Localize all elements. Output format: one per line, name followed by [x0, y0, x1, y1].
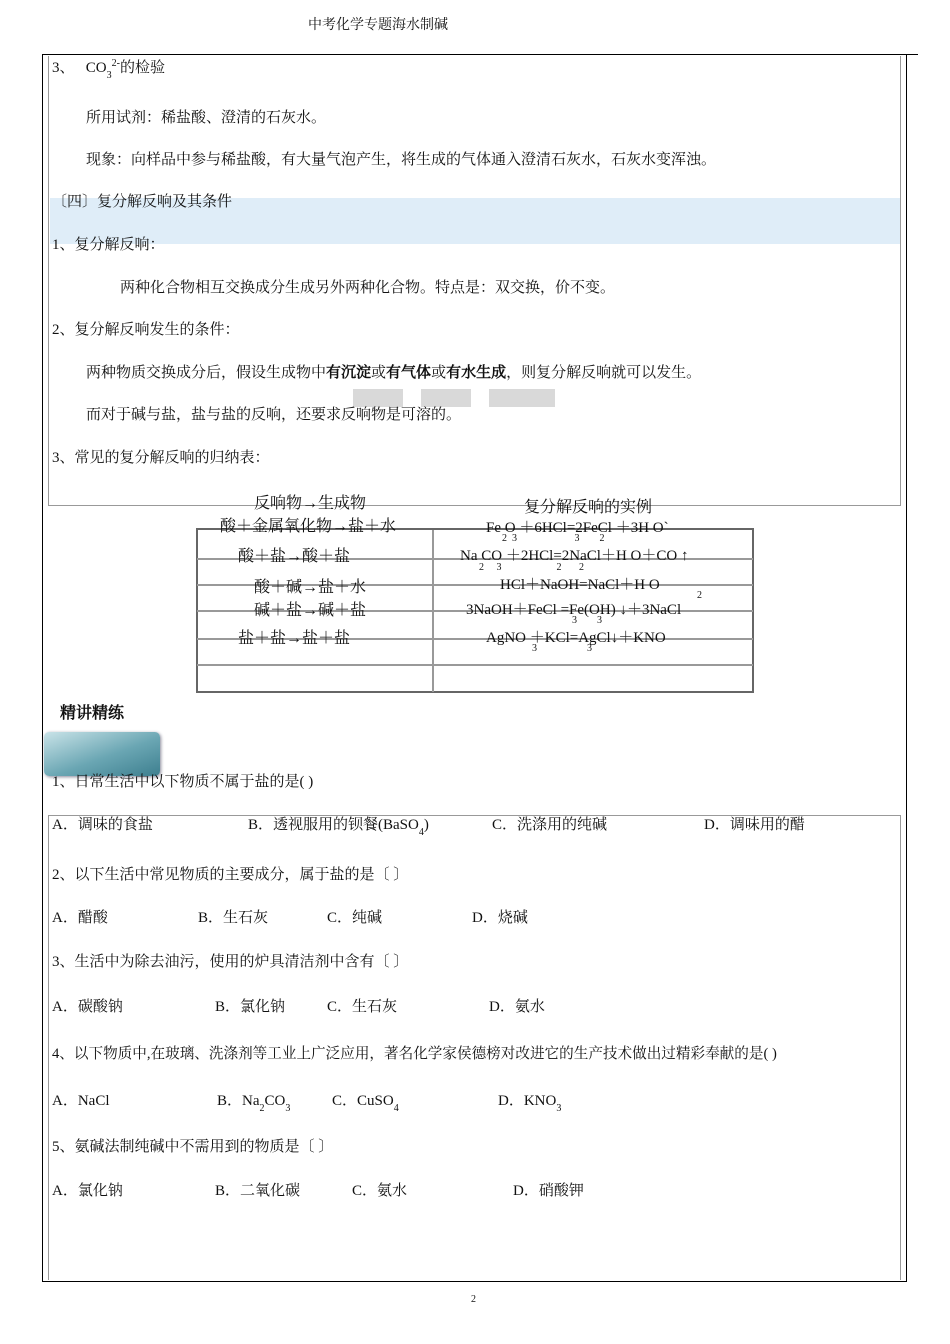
table-col2-header: 复分解反响的实例 [524, 499, 653, 516]
question-box-left [48, 815, 49, 1280]
q1-option-d: D．调味用的醋 [704, 817, 805, 833]
co3-title: 3、 $CO_3^{2-}$的检验 [52, 58, 165, 81]
item2-title: 2、复分解反响发生的条件： [52, 322, 240, 338]
item2-text: 两种物质交换成分后，假设生成物中有沉淀或有气体或有水生成，则复分解反响就可以发生。 [86, 365, 702, 381]
q4-option-c: C．CuSO$_4$ [332, 1093, 399, 1114]
table-row-example: Na CO ＋2HCl=2NaCl＋H O＋CO ↑ [460, 548, 689, 564]
q4-option-d: D．$KNO_3$ [498, 1093, 562, 1114]
table-col1-header: 反响物→生成物 [254, 495, 367, 512]
inner-box-bottom [48, 505, 901, 506]
table-row-marks: 2 3 2 2 [479, 562, 584, 573]
q5-option-c: C．氨水 [352, 1183, 408, 1199]
frame-bottom [42, 1281, 907, 1282]
section-four-heading: 〔四〕复分解反响及其条件 [52, 194, 233, 210]
q4-option-a: A．NaCl [52, 1093, 110, 1109]
table-row-marks: 2 [697, 590, 702, 601]
table-row-marks: 2 3 3 2 [502, 533, 605, 544]
table-row-example: 3NaOH＋FeCl =Fe(OH) ↓＋3NaCl [466, 602, 682, 618]
table-row-marks: 3 3 [572, 615, 602, 626]
question-5: 5、氨碱法制纯碱中不需用到的物质是〔 〕 [52, 1139, 334, 1155]
question-2: 2、以下生活中常见物质的主要成分，属于盐的是〔 〕 [52, 867, 409, 883]
gray-mark-3 [489, 389, 555, 407]
q2-option-a: A．醋酸 [52, 910, 108, 926]
table-row-type: 碱＋盐→碱＋盐 [254, 602, 367, 619]
table-hline-5 [197, 664, 753, 666]
q1-option-b: B．透视服用的钡餐(BaSO$_4$) [248, 817, 429, 838]
q2-option-b: B．生石灰 [198, 910, 269, 926]
item3-title: 3、常见的复分解反响的归纳表： [52, 450, 270, 466]
q2-option-c: C．纯碱 [327, 910, 383, 926]
item1-text: 两种化合物相互交换成分生成另外两种化合物。特点是：双交换，价不变。 [120, 280, 616, 296]
inner-box-right [900, 56, 901, 506]
co3-phenomenon: 现象：向样品中参与稀盐酸，有大量气泡产生，将生成的气体通入澄清石灰水，石灰水变浑浊。 [86, 152, 717, 168]
frame-right [906, 54, 907, 1282]
q3-option-b: B．氯化钠 [215, 999, 286, 1015]
table-row-example: Fe O ＋6HCl=2FeCl ＋3H O` [486, 520, 669, 536]
question-4: 4、以下物质中,在玻璃、洗涤剂等工业上广泛应用，著名化学家侯德榜对改进它的生产技术做出过精彩奉献的是( ) [52, 1046, 777, 1062]
practice-heading: 精讲精练 [60, 703, 125, 722]
question-3: 3、生活中为除去油污，使用的炉具清洁剂中含有〔 〕 [52, 954, 409, 970]
table-row-type: 酸＋碱→盐＋水 [254, 579, 367, 596]
q3-option-a: A．碳酸钠 [52, 999, 123, 1015]
frame-left [42, 54, 43, 1282]
q1-option-c: C．洗涤用的纯碱 [492, 817, 608, 833]
question-box-right [900, 815, 901, 1280]
item1-title: 1、复分解反响： [52, 237, 165, 253]
item2-note: 而对于碱与盐，盐与盐的反响，还要求反响物是可溶的。 [86, 407, 462, 423]
q5-option-d: D．硝酸钾 [513, 1183, 584, 1199]
page-header-title: 中考化学专题海水制碱 [308, 18, 448, 33]
table-row-example: AgNO ＋KCl=AgCl↓＋KNO [486, 630, 666, 646]
q4-option-b: B．$Na_2CO_3$ [217, 1093, 291, 1114]
q5-option-a: A．氯化钠 [52, 1183, 123, 1199]
page-number: 2 [471, 1294, 476, 1305]
table-row-type: 盐＋盐→盐＋盐 [238, 630, 351, 647]
q1-option-a: A．调味的食盐 [52, 817, 153, 833]
q5-option-b: B．二氧化碳 [215, 1183, 301, 1199]
table-row-type: 酸＋金属氧化物→盐＋水 [220, 518, 397, 535]
inner-box-left [48, 56, 49, 506]
table-row-marks: 3 3 [532, 643, 592, 654]
q3-option-d: D．氨水 [489, 999, 545, 1015]
table-row-example: HCl＋NaOH=NaCl＋H O [500, 577, 660, 593]
co3-reagents: 所用试剂：稀盐酸、澄清的石灰水。 [86, 110, 327, 126]
table-row-type: 酸＋盐→酸＋盐 [238, 548, 351, 565]
q2-option-d: D．烧碱 [472, 910, 528, 926]
question-1: 1、日常生活中以下物质不属于盐的是( ) [52, 774, 314, 790]
q3-option-c: C．生石灰 [327, 999, 398, 1015]
header-rule [42, 54, 918, 55]
